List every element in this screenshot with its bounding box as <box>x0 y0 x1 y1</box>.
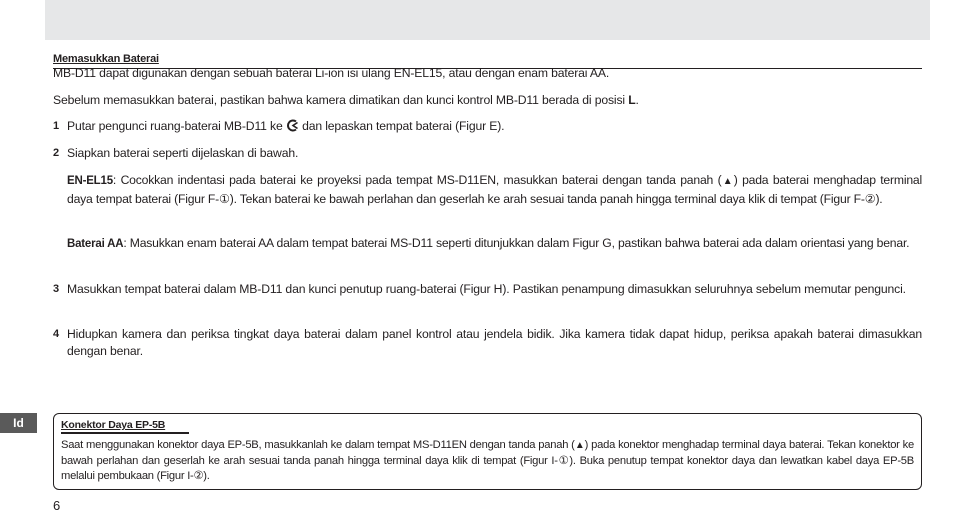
step-4: 4 Hidupkan kamera dan periksa tingkat daya baterai dalam panel kontrol atau jendela bidik. Jika kamera tidak dapat hidup, periksa apakah baterai dimasukkan dengan benar. <box>53 327 922 358</box>
substep-en-el15: EN-EL15: Cocokkan indentasi pada baterai ke proyeksi pada tempat MS-D11EN, masukkan baterai dengan tanda panah (▲) pada baterai menghadap terminal daya tempat baterai (Figur F-①). Tekan baterai ke bawah perlahan dan geserlah ke arah sesuai tanda panah hingga terminal daya klik di tempat (Figur F-②). <box>67 173 922 206</box>
step-number: 3 <box>53 283 59 295</box>
step-number: 2 <box>53 147 59 159</box>
substep-label: Baterai AA <box>67 238 124 250</box>
step-number: 4 <box>53 328 59 340</box>
step-2: 2 Siapkan baterai seperti dijelaskan di bawah. <box>53 146 299 160</box>
note-text: Saat menggunakan konektor daya EP-5B, masukkanlah ke dalam tempat MS-D11EN dengan tanda panah (▲) pada konektor menghadap terminal daya baterai. Tekan konektor ke bawah perlahan dan geserlah ke arah sesuai tanda panah hingga terminal daya klik di tempat (Figur I-①). Buka penutup tempat konektor daya dan lewatkan kabel daya EP-5B melalui pembukaan (Figur I-②). <box>61 439 914 482</box>
unlock-curve-icon <box>286 119 299 132</box>
header-band <box>45 0 930 40</box>
lock-position-label: L <box>628 93 636 107</box>
intro-paragraph: MB-D11 dapat digunakan dengan sebuah baterai Li-ion isi ulang EN-EL15, atau dengan enam baterai AA. <box>53 66 610 80</box>
page-number: 6 <box>53 498 61 513</box>
before-paragraph: Sebelum memasukkan baterai, pastikan bahwa kamera dimatikan dan kunci kontrol MB-D11 berada di posisi L. <box>53 93 639 107</box>
arrow-up-icon: ▲ <box>574 440 585 451</box>
substep-aa-battery: Baterai AA: Masukkan enam baterai AA dalam tempat baterai MS-D11 seperti ditunjukkan dalam Figur G, pastikan bahwa baterai ada dalam orientasi yang benar. <box>67 236 910 250</box>
arrow-up-icon: ▲ <box>721 176 734 187</box>
substep-label: EN-EL15 <box>67 175 113 187</box>
note-title-rule <box>61 432 189 434</box>
note-title: Konektor Daya EP-5B <box>61 419 166 431</box>
step-1: 1 Putar pengunci ruang-baterai MB-D11 ke dan lepaskan tempat baterai (Figur E). <box>53 119 505 133</box>
section-title: Memasukkan Baterai <box>53 53 159 65</box>
step-3: 3 Masukkan tempat baterai dalam MB-D11 dan kunci penutup ruang-baterai (Figur H). Pastikan penampung dimasukkan seluruhnya sebelum memutar pengunci. <box>53 282 906 296</box>
step-number: 1 <box>53 120 59 132</box>
language-tab: Id <box>0 413 37 433</box>
note-box <box>53 413 922 490</box>
